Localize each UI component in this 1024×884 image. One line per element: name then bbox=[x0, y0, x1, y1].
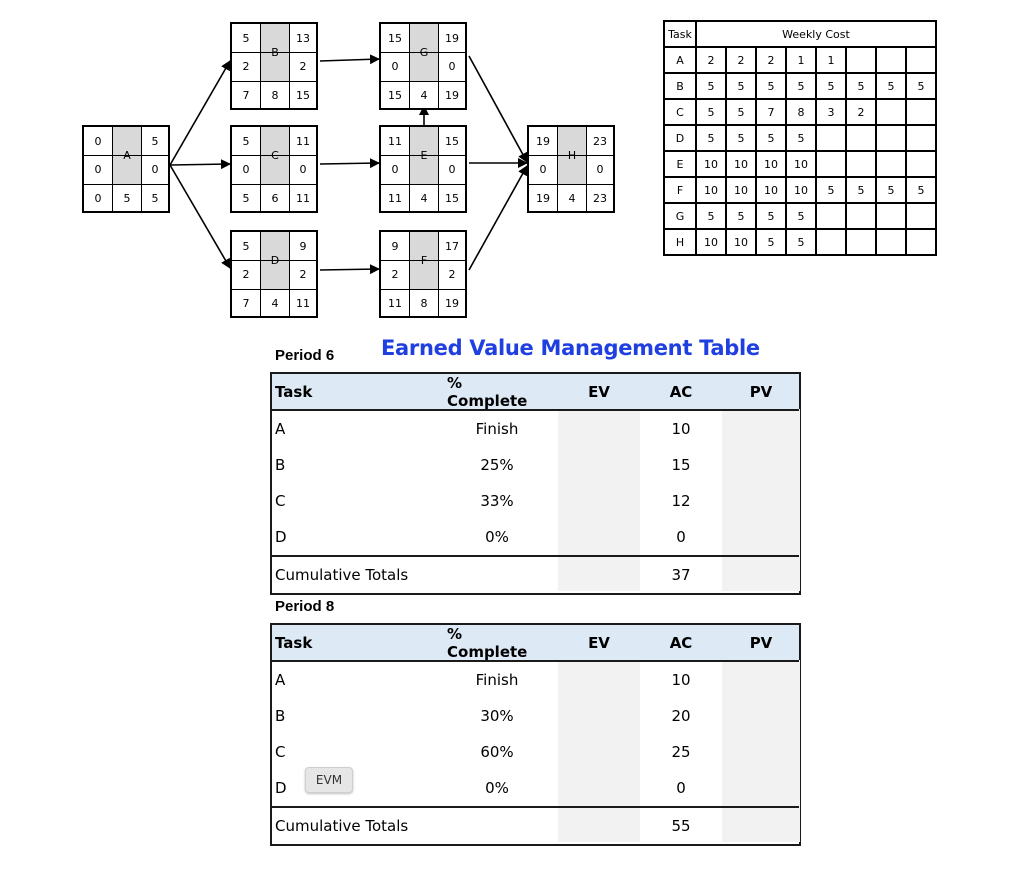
totals-pv[interactable] bbox=[722, 557, 800, 593]
node-b-es: 5 bbox=[242, 31, 250, 45]
node-b-fs: 2 bbox=[242, 59, 250, 73]
cost-cell bbox=[906, 151, 936, 177]
pv-cell[interactable] bbox=[722, 519, 800, 555]
cost-cell: 10 bbox=[726, 177, 756, 203]
cost-task-cell: H bbox=[664, 229, 696, 255]
node-h-fs: 0 bbox=[539, 162, 547, 176]
node-g-dur: 4 bbox=[420, 88, 428, 102]
cost-task-cell: C bbox=[664, 99, 696, 125]
node-e-lf: 15 bbox=[445, 191, 459, 205]
cost-row bbox=[664, 73, 936, 99]
ev-cell[interactable] bbox=[558, 770, 640, 806]
evm-row bbox=[272, 662, 799, 698]
arrow-a-d bbox=[170, 165, 230, 268]
node-b-label: B bbox=[271, 45, 279, 59]
cost-cell: 1 bbox=[786, 47, 816, 73]
header-task: Task bbox=[275, 633, 313, 652]
node-h-dur: 4 bbox=[568, 191, 576, 205]
task-cell: A bbox=[275, 671, 286, 689]
node-g-es: 15 bbox=[388, 31, 402, 45]
cost-cell: 5 bbox=[906, 73, 936, 99]
node-f-dur: 8 bbox=[420, 296, 428, 310]
pct-complete-cell: Finish bbox=[475, 671, 519, 689]
node-e-label: E bbox=[420, 148, 428, 162]
node-b-dur: 8 bbox=[271, 88, 279, 102]
totals-label: Cumulative Totals bbox=[275, 817, 409, 835]
cost-cell: 10 bbox=[696, 151, 726, 177]
ac-cell: 0 bbox=[676, 779, 686, 797]
evm-title: Earned Value Management Table bbox=[381, 336, 760, 360]
cost-cell: 10 bbox=[726, 229, 756, 255]
node-f-es: 9 bbox=[391, 239, 399, 253]
arrow-c-e bbox=[320, 163, 379, 164]
pct-complete-cell: 0% bbox=[485, 528, 509, 546]
evm-button[interactable]: EVM bbox=[305, 767, 353, 793]
cost-cell bbox=[876, 99, 906, 125]
pv-cell[interactable] bbox=[722, 411, 800, 447]
node-e-dur: 4 bbox=[420, 191, 428, 205]
cost-cell: 5 bbox=[696, 99, 726, 125]
node-h-ls: 19 bbox=[536, 191, 550, 205]
cost-task-cell: G bbox=[664, 203, 696, 229]
node-a-es: 0 bbox=[94, 134, 102, 148]
arrow-g-h bbox=[469, 56, 527, 162]
cost-cell bbox=[846, 151, 876, 177]
pct-complete-cell: 30% bbox=[480, 707, 514, 725]
cost-cell: 5 bbox=[696, 203, 726, 229]
cost-cell: 10 bbox=[786, 177, 816, 203]
node-f-ls: 11 bbox=[388, 296, 402, 310]
node-h-tf: 0 bbox=[596, 162, 604, 176]
node-d-tf: 2 bbox=[299, 267, 307, 281]
cost-cell: 5 bbox=[756, 229, 786, 255]
header-ev: EV bbox=[588, 382, 610, 401]
node-g-ef: 19 bbox=[445, 31, 459, 45]
header-ev: EV bbox=[588, 633, 610, 652]
cost-cell bbox=[906, 203, 936, 229]
evm-row bbox=[272, 698, 799, 734]
node-a-tf: 0 bbox=[151, 162, 159, 176]
pct-complete-cell: Finish bbox=[475, 420, 519, 438]
node-a-lf: 5 bbox=[151, 191, 159, 205]
ac-cell: 20 bbox=[671, 707, 691, 725]
node-c-lf: 11 bbox=[296, 191, 310, 205]
evm-table-period-6 bbox=[270, 372, 801, 595]
task-cell: B bbox=[275, 707, 286, 725]
cumulative-totals-row bbox=[272, 555, 799, 593]
pct-complete-cell: 33% bbox=[480, 492, 514, 510]
node-c-fs: 0 bbox=[242, 162, 250, 176]
node-h-es: 19 bbox=[536, 134, 550, 148]
cost-cell: 5 bbox=[726, 73, 756, 99]
node-e-tf: 0 bbox=[448, 162, 456, 176]
cost-cell: 10 bbox=[756, 177, 786, 203]
period-8-label: Period 8 bbox=[275, 598, 335, 615]
cost-cell: 5 bbox=[756, 203, 786, 229]
header-task: Task bbox=[275, 382, 313, 401]
cost-cell: 5 bbox=[876, 177, 906, 203]
cost-header-row bbox=[664, 21, 936, 47]
task-cell: D bbox=[275, 779, 287, 797]
cost-cell: 7 bbox=[756, 99, 786, 125]
cost-row bbox=[664, 125, 936, 151]
node-g-ls: 15 bbox=[388, 88, 402, 102]
cost-task-cell: B bbox=[664, 73, 696, 99]
cost-row bbox=[664, 229, 936, 255]
node-f-fs: 2 bbox=[391, 267, 399, 281]
cost-cell: 5 bbox=[846, 177, 876, 203]
node-f-ef: 17 bbox=[445, 239, 459, 253]
cost-cell: 2 bbox=[846, 99, 876, 125]
ev-cell[interactable] bbox=[558, 734, 640, 770]
node-a-ef: 5 bbox=[151, 134, 159, 148]
node-g-label: G bbox=[419, 45, 429, 59]
cost-cell: 1 bbox=[816, 47, 846, 73]
task-cell: A bbox=[275, 420, 286, 438]
node-a-fs: 0 bbox=[94, 162, 102, 176]
node-d-ls: 7 bbox=[242, 296, 250, 310]
node-c-dur: 6 bbox=[271, 191, 279, 205]
ev-cell[interactable] bbox=[558, 411, 640, 447]
cost-cell: 2 bbox=[756, 47, 786, 73]
cost-cell bbox=[846, 125, 876, 151]
node-d-label: D bbox=[270, 253, 280, 267]
arrow-f-h bbox=[469, 166, 527, 270]
totals-pv[interactable] bbox=[722, 808, 800, 844]
period-6-label: Period 6 bbox=[275, 347, 335, 364]
cost-row bbox=[664, 99, 936, 125]
node-c-ef: 11 bbox=[296, 134, 310, 148]
evm-row bbox=[272, 447, 799, 483]
cost-cell: 3 bbox=[816, 99, 846, 125]
cost-cell: 5 bbox=[756, 73, 786, 99]
node-h-lf: 23 bbox=[593, 191, 607, 205]
cost-cell: 5 bbox=[786, 203, 816, 229]
node-c bbox=[230, 125, 318, 213]
node-d bbox=[230, 230, 318, 318]
cost-task-header: Task bbox=[664, 21, 696, 47]
cost-cell: 5 bbox=[906, 177, 936, 203]
totals-ac: 37 bbox=[671, 566, 691, 584]
node-b-ef: 13 bbox=[296, 31, 310, 45]
node-b-tf: 2 bbox=[299, 59, 307, 73]
node-e-ef: 15 bbox=[445, 134, 459, 148]
cost-task-cell: E bbox=[664, 151, 696, 177]
node-f-label: F bbox=[420, 253, 428, 267]
node-d-dur: 4 bbox=[271, 296, 279, 310]
node-e-es: 11 bbox=[388, 134, 402, 148]
evm-header-row bbox=[272, 625, 799, 662]
pct-complete-cell: 60% bbox=[480, 743, 514, 761]
node-f bbox=[379, 230, 467, 318]
cost-cell bbox=[906, 125, 936, 151]
cost-cell: 5 bbox=[696, 125, 726, 151]
task-cell: C bbox=[275, 492, 286, 510]
node-d-ef: 9 bbox=[299, 239, 307, 253]
node-c-tf: 0 bbox=[299, 162, 307, 176]
cost-cell: 8 bbox=[786, 99, 816, 125]
ev-cell[interactable] bbox=[558, 662, 640, 698]
node-c-label: C bbox=[271, 148, 279, 162]
cost-cell: 5 bbox=[726, 125, 756, 151]
node-h-label: H bbox=[567, 148, 577, 162]
node-a-ls: 0 bbox=[94, 191, 102, 205]
node-g-lf: 19 bbox=[445, 88, 459, 102]
cost-task-cell: F bbox=[664, 177, 696, 203]
task-cell: B bbox=[275, 456, 286, 474]
cost-cell bbox=[876, 229, 906, 255]
ac-cell: 10 bbox=[671, 671, 691, 689]
pv-cell[interactable] bbox=[722, 770, 800, 806]
cost-cell: 5 bbox=[816, 73, 846, 99]
cost-title: Weekly Cost bbox=[696, 21, 936, 47]
cost-cell: 5 bbox=[876, 73, 906, 99]
node-e-fs: 0 bbox=[391, 162, 399, 176]
cost-cell bbox=[876, 47, 906, 73]
ac-cell: 0 bbox=[676, 528, 686, 546]
node-d-fs: 2 bbox=[242, 267, 250, 281]
cost-cell bbox=[816, 125, 846, 151]
cost-task-cell: A bbox=[664, 47, 696, 73]
evm-row bbox=[272, 734, 799, 770]
cost-cell: 5 bbox=[846, 73, 876, 99]
pct-complete-cell: 0% bbox=[485, 779, 509, 797]
cost-cell bbox=[906, 47, 936, 73]
pv-cell[interactable] bbox=[722, 483, 800, 519]
node-c-ls: 5 bbox=[242, 191, 250, 205]
totals-ev[interactable] bbox=[558, 557, 640, 593]
arrow-d-f bbox=[320, 269, 379, 270]
cost-cell: 10 bbox=[696, 229, 726, 255]
cost-cell: 10 bbox=[756, 151, 786, 177]
pv-cell[interactable] bbox=[722, 447, 800, 483]
node-e-ls: 11 bbox=[388, 191, 402, 205]
node-a bbox=[82, 125, 170, 213]
header-pct-complete: % Complete bbox=[447, 624, 528, 661]
cost-cell bbox=[876, 203, 906, 229]
cost-cell bbox=[906, 229, 936, 255]
totals-ac: 55 bbox=[671, 817, 691, 835]
node-g-fs: 0 bbox=[391, 59, 399, 73]
node-f-lf: 19 bbox=[445, 296, 459, 310]
header-pv: PV bbox=[749, 633, 773, 652]
ev-cell[interactable] bbox=[558, 447, 640, 483]
ac-cell: 25 bbox=[671, 743, 691, 761]
evm-header-row bbox=[272, 374, 799, 411]
cost-cell: 5 bbox=[786, 125, 816, 151]
arrow-b-g bbox=[320, 59, 379, 61]
pv-cell[interactable] bbox=[722, 734, 800, 770]
node-d-lf: 11 bbox=[296, 296, 310, 310]
cost-row bbox=[664, 177, 936, 203]
cost-cell: 5 bbox=[816, 177, 846, 203]
node-b bbox=[230, 22, 318, 110]
arrow-a-b bbox=[170, 61, 230, 165]
cost-cell: 5 bbox=[726, 203, 756, 229]
cost-cell bbox=[876, 151, 906, 177]
node-e bbox=[379, 125, 467, 213]
task-cell: D bbox=[275, 528, 287, 546]
cost-cell: 5 bbox=[696, 73, 726, 99]
cost-cell bbox=[876, 125, 906, 151]
cost-cell: 5 bbox=[726, 99, 756, 125]
cost-row bbox=[664, 151, 936, 177]
cost-cell: 2 bbox=[726, 47, 756, 73]
evm-row bbox=[272, 483, 799, 519]
cost-cell: 2 bbox=[696, 47, 726, 73]
node-g-tf: 0 bbox=[448, 59, 456, 73]
pv-cell[interactable] bbox=[722, 698, 800, 734]
node-g bbox=[379, 22, 467, 110]
node-a-dur: 5 bbox=[123, 191, 131, 205]
pct-complete-cell: 25% bbox=[480, 456, 514, 474]
pv-cell[interactable] bbox=[722, 662, 800, 698]
header-ac: AC bbox=[669, 382, 693, 401]
cost-row bbox=[664, 47, 936, 73]
cost-cell: 10 bbox=[726, 151, 756, 177]
cost-cell: 10 bbox=[696, 177, 726, 203]
node-b-lf: 15 bbox=[296, 88, 310, 102]
cost-cell bbox=[906, 99, 936, 125]
ev-cell[interactable] bbox=[558, 483, 640, 519]
node-c-es: 5 bbox=[242, 134, 250, 148]
ac-cell: 15 bbox=[671, 456, 691, 474]
cost-task-cell: D bbox=[664, 125, 696, 151]
evm-table-period-8 bbox=[270, 623, 801, 846]
arrow-a-c bbox=[170, 164, 230, 165]
ac-cell: 12 bbox=[671, 492, 691, 510]
cost-cell bbox=[846, 229, 876, 255]
cost-cell: 5 bbox=[756, 125, 786, 151]
evm-row bbox=[272, 519, 799, 555]
cost-cell bbox=[816, 151, 846, 177]
node-f-tf: 2 bbox=[448, 267, 456, 281]
header-ac: AC bbox=[669, 633, 693, 652]
node-h bbox=[527, 125, 615, 213]
cost-cell bbox=[816, 229, 846, 255]
cumulative-totals-row bbox=[272, 806, 799, 844]
ev-cell[interactable] bbox=[558, 519, 640, 555]
cost-row bbox=[664, 203, 936, 229]
node-a-label: A bbox=[123, 148, 131, 162]
node-b-ls: 7 bbox=[242, 88, 250, 102]
cost-cell: 5 bbox=[786, 73, 816, 99]
task-cell: C bbox=[275, 743, 286, 761]
weekly-cost-table bbox=[663, 20, 937, 256]
evm-row bbox=[272, 411, 799, 447]
header-pct-complete: % Complete bbox=[447, 373, 528, 410]
node-h-ef: 23 bbox=[593, 134, 607, 148]
cost-cell: 5 bbox=[786, 229, 816, 255]
ac-cell: 10 bbox=[671, 420, 691, 438]
cost-cell bbox=[846, 203, 876, 229]
cost-cell: 10 bbox=[786, 151, 816, 177]
totals-ev[interactable] bbox=[558, 808, 640, 844]
ev-cell[interactable] bbox=[558, 698, 640, 734]
header-pv: PV bbox=[749, 382, 773, 401]
cost-cell bbox=[816, 203, 846, 229]
cost-cell bbox=[846, 47, 876, 73]
totals-label: Cumulative Totals bbox=[275, 566, 409, 584]
node-d-es: 5 bbox=[242, 239, 250, 253]
